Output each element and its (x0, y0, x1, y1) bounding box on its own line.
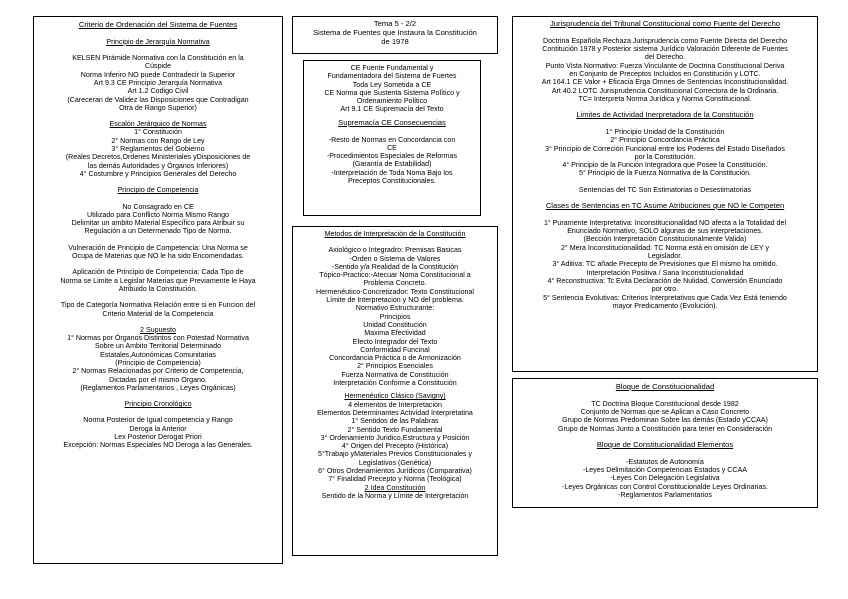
text-line: Grupo de Normas Predominan Sobre las demás (Estado yCCAA) (562, 416, 768, 425)
text-line: 2° Mera Inconstitucionalidad: TC Norma está en omisión de LEY y (560, 243, 769, 252)
text-line: Regulación a un Determenado Tipo de Norma. (84, 227, 232, 236)
text-line: 4° Origen del Precepto (Histórica) (341, 442, 449, 451)
text-line: Enunciado Normativo, SOLO algunas de sus interpretaciones. (567, 227, 763, 236)
text-line: Grupo de Normas Junto a Constitución para tener en Consideración (557, 424, 773, 433)
text-line: Punto Vista Normativo: Fuerza Vinculante de Doctrina Constitucional Deriva (545, 61, 785, 70)
tema-label: Tema 5 - 2/2 (373, 19, 417, 28)
text-line: Principios (379, 312, 411, 321)
text-line: Legislativos (Genética) (358, 458, 432, 467)
text-line: Sobre un Ambito Territorial Determinado (94, 342, 222, 351)
text-line: CE Norma que Sustenta Sistema Político y (324, 88, 460, 97)
text-line: Legislador. (647, 252, 683, 261)
text-line: -Reglamentos Parlamentarios (618, 490, 712, 499)
text-line: TC Doctrina Bloque Constitucional desde 1982 (591, 399, 739, 408)
text-line: Atribuido la Constitución. (118, 284, 198, 293)
bloque-text (516, 400, 814, 433)
text-line: Art 40.2 LOTC Jurisprudencia Constitucional Correctora de la Ordinaria. (551, 86, 779, 95)
cronologico-text (37, 416, 279, 449)
text-line: 2° Principio Concordancia Práctica (610, 136, 720, 145)
text-line: por la Constitución. (634, 152, 696, 161)
left-panel (33, 16, 283, 564)
text-line: Límite de Interpretacion y NO del problema. (326, 296, 464, 305)
text-line: 3° Reglamentos del Gobierno (111, 145, 205, 154)
metodos-heading: Metodos de Interpretación de la Constitución (324, 230, 466, 238)
supremacia-heading: Supremacía CE Consecuencias (338, 117, 446, 127)
text-line: Preceptos Constitucionales. (348, 177, 436, 186)
text-line: CE Fuente Fundamental y (350, 64, 434, 72)
text-line: (Reglamentos Parlamentarios , Leyes Orgánicas) (80, 383, 236, 392)
text-line: Problema Concreto. (363, 279, 427, 288)
text-line: 4° Costumbre y Principios Generales del Derecho (79, 169, 237, 178)
metodos-text (296, 246, 494, 387)
text-line: Tipo de Categoría Normativa Relación entre si en Funcion del (60, 301, 256, 310)
text-line: mayor Predicamento (Evolución). (612, 301, 718, 310)
bloque-elementos-heading: Bloque de Constitucionalidad Elementos (596, 439, 734, 449)
text-line: Excepción: Normas Especiales NO Deroga a las Generales. (63, 441, 253, 450)
text-line: Lex Posterior Derogat Priori (114, 433, 202, 442)
text-line: del Derecho. (644, 53, 686, 62)
text-line: Tópico-Practico:-Atecuar Noma Constitucional a (319, 271, 471, 280)
limites-text (516, 128, 814, 178)
hermeneutico-heading: Hermenéutico Clásico (Savigny) (344, 392, 446, 401)
text-line: -Orden o Sistema de Valores (349, 254, 441, 263)
text-line: Art 9.3 CE Principio Jerarquía Normativa (93, 78, 223, 87)
text-line: 4 elementos de Interpretación (348, 400, 442, 409)
text-line: Elementos Determinantes Actividad Interpretatina (317, 408, 473, 417)
text-line: Cúspide (144, 62, 172, 71)
text-line: Utilizado para Conflicto Norma Mismo Rango (87, 210, 229, 219)
supuesto-heading: 2 Supuesto (140, 325, 176, 334)
text-line: Ordenamiento Político (356, 97, 428, 106)
text-line: Criterio Material de la Competencia (102, 309, 214, 318)
text-line: 5°Trabajo yMateriales Previos Constitucionales y (318, 450, 472, 459)
text-line: Dictadas por el mismo Organo. (109, 375, 207, 384)
jerarquia-text (37, 54, 279, 112)
text-line: Conformidad Funcinal (360, 345, 430, 354)
page-title: Sistema de Fuentes que Instaura la Constitución (313, 27, 477, 37)
text-line: 2° Principios Esenciales (357, 362, 433, 371)
text-line: Delimitar un ambito Material Específico para Atribuir su (71, 219, 245, 228)
text-line: 3° Ordenamiento Juridico,Estructura y Posición (320, 433, 470, 442)
text-line: Contitución 1978 y Posterior sistema Jurídico Valoración Diferente de Fuentes (542, 45, 788, 54)
text-line: 2° Sentido Texto Fundamental (347, 425, 443, 434)
text-line: -Resto de Normas en Concordancia con (328, 135, 456, 144)
text-line: Axiológico o Integradro: Premisas Basicas (328, 246, 462, 255)
jerarquia-heading: Principio de Jerarquía Normativa (106, 37, 210, 46)
text-line: Maxima Efectividad (364, 329, 426, 338)
supuesto-text (37, 334, 279, 392)
text-line: las demás Autoridades y Órganos Inferiores) (87, 161, 229, 170)
text-line: (Bección Interpretación Constitucionalmente Valida) (583, 235, 747, 244)
text-line: -Leyes Orgánicas con Control Constitucionalde Leyes Ordinarias. (562, 482, 768, 491)
left-panel-title: Criterio de Ordenación del Sistema de Fuentes (78, 20, 238, 29)
text-line: (Garantía de Estabilidad) (352, 160, 432, 169)
idea-constitucion-heading: 2 Idea Constitución (364, 483, 426, 492)
jurisprudencia-title: Jurisprudencia del Tribunal Constitucional como Fuente del Derecho (549, 19, 781, 28)
text-line: 7° Finalidad Precepto y Norma (Teológica) (328, 475, 462, 484)
text-line: (Principio de Competencia) (115, 359, 201, 367)
text-line: (Careceran de Validez las Disposiciones que Contradigan (67, 95, 249, 104)
text-line: Estatales,Autonómicas Comunitarias (100, 350, 216, 359)
text-line: Sentido de la Norma y Límite de Intergretación (321, 491, 469, 500)
text-line: 4° Reconstructiva: Tc Evita Declaración de Nulidad, Conversión Enunciado (547, 276, 783, 285)
text-line: No Consagrado en CE (122, 202, 194, 211)
text-line: Concordancia Práctica o de Armonización (329, 354, 461, 363)
text-line: 2° Normas con Rango de Ley (111, 136, 205, 145)
text-line: Sentencias del TC Son Estimatorias o Desestimatorias (578, 185, 752, 194)
text-line: Unidad Constitución (363, 320, 427, 329)
escalon-text (37, 128, 279, 178)
text-line: TC= Interpreta Norma Jurídica y Norma Constitucional. (578, 94, 752, 103)
text-line: (Reales Decretos,Ordenes Ministeriales yDisposiciones de (65, 153, 251, 162)
text-line: en Conjunto de Preceptos Incluidos en Constitución y LOTC. (569, 69, 761, 78)
clases-sentencias-text (516, 219, 814, 310)
text-line: 3° Aditiva: TC añade Precepto de Previsiones que El mismo ha omitido. (552, 260, 778, 269)
text-line: -Interpretación de Toda Noma Bajo los (331, 168, 453, 177)
bloque-box (512, 378, 818, 508)
text-line: -Estatutos de Autonomía (626, 457, 704, 466)
jurisprudencia-text (516, 37, 814, 103)
text-line: Interpretación Positiva / Sana Inconstitucionalidad (586, 268, 744, 277)
text-line: Art 1.2 Codigo Civil (127, 87, 189, 96)
text-line: Deroga la Anterior (129, 424, 187, 433)
text-line: -Leyes Delimitación Competencias Estados y CCAA (582, 466, 747, 475)
text-line: Normativo Estructurante: (355, 304, 435, 313)
text-line: Ocupa de Materias que NO le ha sido Encomendadas. (72, 252, 244, 261)
text-line: Hermenéutico-Concretizador: Texto Constitucional (316, 287, 474, 296)
text-line: Fundamentadora del Sistema de Fuertes (327, 72, 457, 81)
text-line: Aplicación de Principio de Competencia: Cada Tipo de (72, 268, 244, 277)
metodos-box (292, 226, 498, 556)
text-line: Fuerza Normativa de Constitución (341, 370, 449, 379)
text-line: 6° Otros Ordenamientos Jurídicos (Comparativa) (318, 467, 472, 476)
text-line: Vulneración de Principio de Competencia: Una Norma se (68, 243, 248, 252)
text-line: -Procedimientos Especiales de Reformas (326, 152, 458, 161)
text-line: CE (387, 143, 397, 152)
text-line: Efecto Integrador del Texto (352, 337, 438, 346)
title-box (292, 16, 498, 54)
text-line: Interpretación Conforme a Constitución (333, 379, 457, 388)
text-line: Norma Inferiro NO puede Contradecir la Superior (80, 70, 236, 79)
text-line: 1° Principio Unidad de la Constitución (605, 127, 725, 136)
text-line: -Leyes Con Delegación Legislativa (610, 474, 720, 483)
text-line: 1° Normas por Órganos Distintos con Potestad Normativa (67, 334, 249, 343)
text-line: 1° Puramente Interpretativa: Inconstitucionalidad NO afecta a la Totalidad del (543, 218, 787, 227)
text-line: 2° Normas Relacionadas por Criterio de Competencia, (72, 367, 244, 376)
competencia-text (37, 203, 279, 318)
text-line: Art 9.1 CE Supremacía del Texto (340, 105, 444, 114)
text-line: 5° Principio de la Fuerza Normativa de la Constitución. (579, 169, 751, 178)
hermeneutico-text (296, 401, 494, 484)
text-line: -Sentido y/a Realidad de la Constitución (331, 262, 459, 271)
text-line: Doctrina Española Rechaza Jurisprudencia como Fuente Directa del Derecho (542, 36, 788, 45)
text-line: 5° Sentencia Evolutivas: Criterios Interpretativos que Cada Vez Está teniendo (543, 293, 787, 302)
bloque-elementos-text (516, 458, 814, 499)
text-line: Conjunto de Normas que se Aplican a Caso Concreto (580, 408, 750, 417)
text-line: Toda Ley Sometida a CE (352, 80, 432, 89)
clases-sentencias-heading: Clases de Sentencias en TC Asume Atribuciones que NO le Competen (545, 201, 785, 211)
escalon-heading: Escalón Jerárquico de Normas (109, 120, 207, 129)
text-line: 1° Sentidos de las Palabras (351, 417, 439, 426)
ce-fuente-box (303, 60, 481, 216)
text-line: 3° Principio de Correción Funcional entre los Poderes del Estado Diseñados (545, 144, 785, 153)
text-line: 4° Principio de la Función Integradora que Posee la Constitución. (562, 161, 768, 170)
text-line: Norma Posterior de Igual competencia y Rango (83, 416, 233, 425)
text-line: Otra de Rango Superior) (119, 103, 197, 112)
page-title-year: de 1978 (381, 36, 409, 46)
text-line: por otro. (651, 285, 679, 294)
limites-heading: Limites de Actividad Inerpretadora de la Constitución (576, 110, 754, 120)
text-line: KELSEN Pirámide Normativa con la Constitución en la (72, 54, 244, 63)
jurisprudencia-box (512, 16, 818, 372)
cronologico-heading: Principio Cronológico (124, 400, 192, 409)
competencia-heading: Principio de Competencia (117, 186, 199, 195)
text-line: 1° Constitución (134, 128, 182, 137)
text-line: Norma se Limite a Legislar Materias que Previamente le Haya (60, 276, 256, 285)
bloque-title: Bloque de Constitucionalidad (615, 382, 715, 391)
text-line: Art 164.1 CE Valor + Eficacia Erga Omnes de Sentencias Inconstitucionalidad. (541, 78, 789, 87)
